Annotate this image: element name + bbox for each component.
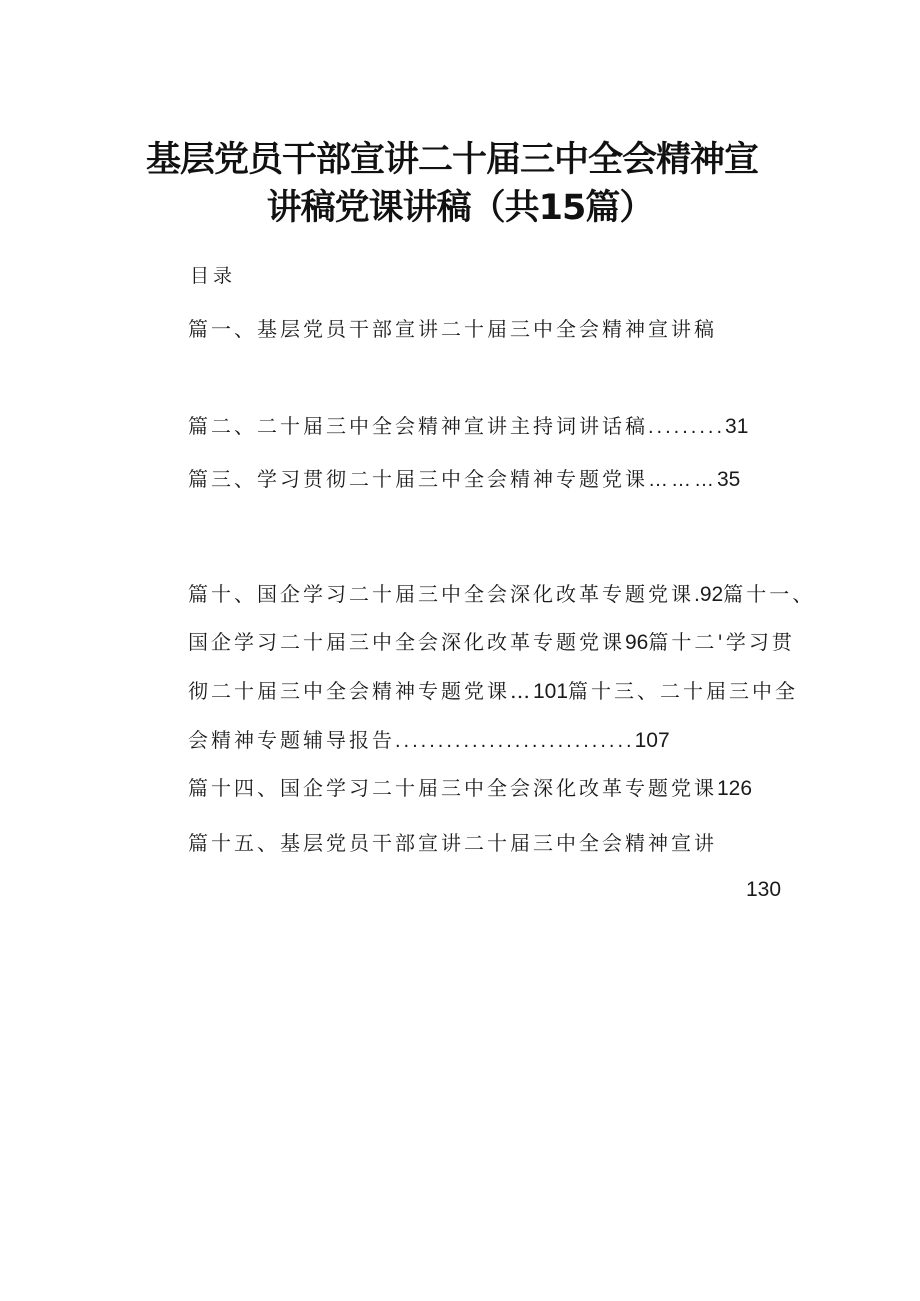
toc-page-number: 35 xyxy=(717,468,741,491)
toc-page-number: 101 xyxy=(533,680,569,703)
toc-entry-text: 篇十、国企学习二十届三中全会深化改革专题党课 xyxy=(188,582,694,606)
toc-entry-text: 彻二十届三中全会精神专题党课… xyxy=(188,679,533,703)
toc-entry-text: 篇一、基层党员干部宣讲二十届三中全会精神宣讲稿 xyxy=(188,317,717,341)
toc-page-number: 31 xyxy=(725,415,749,438)
toc-entry-text: 篇十三、二十届三中全 xyxy=(568,679,799,703)
toc-page-number: .92 xyxy=(694,583,724,606)
document-title-line-2: 讲稿党课讲稿（共15篇） xyxy=(266,188,654,228)
document-title-line-1: 基层党员干部宣讲二十届三中全会精神宣 xyxy=(145,140,758,180)
toc-entry-1 xyxy=(188,313,717,342)
toc-leader-dots: ............................ xyxy=(395,730,635,752)
toc-entry-text: 篇十四、国企学习二十届三中全会深化改革专题党课 xyxy=(188,776,717,800)
toc-entry-14 xyxy=(188,772,752,801)
toc-entry-15 xyxy=(188,827,717,856)
toc-entry-text: 篇十二'学习贯 xyxy=(648,630,795,654)
toc-entry-12 xyxy=(188,675,798,704)
toc-entry-text: 会精神专题辅导报告 xyxy=(188,728,395,752)
toc-entry-11 xyxy=(188,626,795,655)
toc-leader-dots: ......... xyxy=(648,416,726,438)
toc-page-number: 130 xyxy=(746,878,782,901)
toc-page-number: 107 xyxy=(634,729,670,752)
toc-page-number: 126 xyxy=(717,777,753,800)
toc-entry-text: 篇二、二十届三中全会精神宣讲主持词讲话稿 xyxy=(188,414,648,438)
toc-page-number: 96 xyxy=(625,631,649,654)
toc-entry-10 xyxy=(188,578,815,607)
toc-entry-13 xyxy=(188,724,670,753)
toc-entry-3 xyxy=(188,463,740,492)
toc-heading: 目录 xyxy=(190,265,237,287)
toc-entry-text: 篇十五、基层党员干部宣讲二十届三中全会精神宣讲 xyxy=(188,831,717,855)
toc-entry-text: 篇十一、 xyxy=(723,582,816,606)
toc-leader-dots: ……… xyxy=(648,469,717,491)
toc-entry-2 xyxy=(188,410,748,439)
toc-entry-text: 国企学习二十届三中全会深化改革专题党课 xyxy=(188,630,625,654)
toc-entry-text: 篇三、学习贯彻二十届三中全会精神专题党课 xyxy=(188,467,648,491)
